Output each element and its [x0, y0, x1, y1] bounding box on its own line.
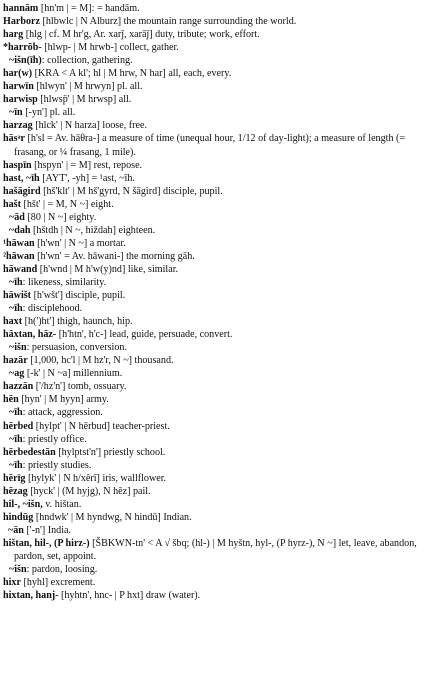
- definition: [hylpt' | N hērbud] teacher-priest.: [33, 420, 170, 432]
- definition: [80 | N ~] eighty.: [24, 211, 97, 223]
- definition: [h'wn' | N ~] a mortar.: [34, 237, 126, 249]
- entry-list: [3, 2, 431, 602]
- headword: ~išn: [9, 564, 27, 576]
- dictionary-entry: [3, 198, 431, 211]
- headword: harwīn: [3, 81, 34, 93]
- dictionary-entry: [3, 511, 431, 524]
- headword: haspīn: [3, 159, 32, 171]
- definition: [hyhtn', hnc- | P hxt] draw (water).: [58, 590, 201, 602]
- definition: [h'wnd | M h'w(y)nd] like, similar.: [37, 263, 179, 275]
- definition: [KRA < A kl'; hl | M hrw, N har] all, each, every.: [32, 68, 232, 80]
- definition: v. hištan.: [42, 498, 82, 510]
- headword: hannām: [3, 3, 39, 14]
- dictionary-entry: [3, 250, 431, 263]
- dictionary-entry: [3, 237, 431, 250]
- headword: hāxtan, hāz-: [3, 329, 57, 341]
- dictionary-entry: [3, 67, 431, 80]
- dictionary-entry: [3, 2, 431, 15]
- dictionary-entry: [3, 485, 431, 498]
- dictionary-entry: [3, 263, 431, 276]
- headword: hērbed: [3, 420, 34, 432]
- definition: [-yn'] pl. all.: [22, 107, 76, 119]
- definition: [hlg | cf. M hr'g, Ar. xarǰ, xarāǰ] duty, tribute; work, effort.: [23, 29, 260, 41]
- dictionary-entry: [3, 446, 431, 459]
- dictionary-entry: [3, 472, 431, 485]
- headword: ~ān: [8, 524, 24, 536]
- headword: hāsᵃr: [3, 133, 26, 145]
- definition: [AYT', -yh] = ¹ast, ~īh.: [39, 172, 135, 184]
- dictionary-entry: [3, 41, 431, 54]
- headword: hast, ~īh: [3, 172, 40, 184]
- headword: hištan, hil-, (P hirz-): [3, 537, 90, 549]
- dictionary-entry: [3, 132, 431, 158]
- definition: [h'wn' = Av. hāwani-] the morning gāh.: [34, 250, 195, 262]
- sub-entry: [3, 224, 431, 237]
- definition: [1,000, hc'l | M hz'r, N ~] thousand.: [27, 355, 174, 367]
- dictionary-entry: [3, 289, 431, 302]
- dictionary-entry: [3, 380, 431, 393]
- dictionary-entry: [3, 393, 431, 406]
- headword: ~dah: [9, 224, 31, 236]
- headword: hixtan, hanj-: [3, 590, 59, 602]
- dictionary-entry: [3, 328, 431, 341]
- headword: ~īh: [9, 433, 23, 445]
- definition: [hlwsp̄' | M hrwsp] all.: [37, 94, 132, 106]
- dictionary-entry: [3, 315, 431, 328]
- headword: hixr: [3, 577, 21, 589]
- headword: ~išn: [9, 342, 27, 354]
- definition: [h'wšt'] disciple, pupil.: [31, 290, 126, 302]
- headword: ~išn(īh): [9, 55, 42, 67]
- definition: [hlwp- | M hrwb-] collect, gather.: [41, 42, 179, 54]
- headword: ²hāwan: [3, 250, 35, 262]
- headword: ~īh: [9, 276, 23, 288]
- headword: haxt: [3, 316, 23, 328]
- definition: [hn'm | = M]: = handām.: [38, 3, 140, 14]
- definition: ['-n'] India.: [23, 524, 71, 536]
- definition: : attack, aggression.: [22, 407, 103, 419]
- definition: [hlbwlc | N Alburz] the mountain range surrounding the world.: [40, 16, 297, 28]
- headword: ~īh: [9, 407, 23, 419]
- dictionary-entry: [3, 93, 431, 106]
- sub-entry: [3, 106, 431, 119]
- headword: harwisp: [3, 94, 38, 106]
- definition: [hlck' | N harza] loose, free.: [32, 120, 147, 132]
- sub-entry: [3, 54, 431, 67]
- headword: hāwišt: [3, 290, 32, 302]
- headword: ¹hāwan: [3, 237, 35, 249]
- definition: : pardon, loosing.: [26, 564, 98, 576]
- sub-entry: [3, 459, 431, 472]
- dictionary-entry: [3, 80, 431, 93]
- headword: hazzān: [3, 381, 34, 393]
- headword: hašāgird: [3, 185, 41, 197]
- definition: : disciplehood.: [22, 303, 83, 315]
- headword: hindūg: [3, 511, 34, 523]
- definition: [hyck' | (M hyjg), N hēz] pail.: [27, 485, 151, 497]
- headword: hāwand: [3, 263, 38, 275]
- definition: [hš'klt' | M hš'gyrd, N šāgird] disciple, pupil.: [40, 185, 223, 197]
- definition: [h(')ht'] thigh, haunch, hip.: [22, 316, 133, 328]
- headword: hēn: [3, 394, 19, 406]
- headword: hēzag: [3, 485, 28, 497]
- dictionary-entry: [3, 498, 431, 511]
- headword: *harrōb-: [3, 42, 42, 54]
- definition: : persuasion, conversion.: [26, 342, 127, 354]
- definition: [hšt' | = M, N ~] eight.: [20, 198, 114, 210]
- definition: : priestly office.: [22, 433, 87, 445]
- sub-entry: [3, 524, 431, 537]
- dictionary-entry: [3, 159, 431, 172]
- headword: har(w): [3, 68, 33, 80]
- headword: hērīg: [3, 472, 26, 484]
- definition: [-k' | N ~a] millennium.: [24, 368, 123, 380]
- headword: ~ād: [9, 211, 25, 223]
- dictionary-entry: [3, 354, 431, 367]
- dictionary-entry: [3, 185, 431, 198]
- headword: hērbedestān: [3, 446, 56, 458]
- sub-entry: [3, 211, 431, 224]
- sub-entry: [3, 563, 431, 576]
- dictionary-entry: [3, 420, 431, 433]
- definition: [hlwyn' | M hrwyn] pl. all.: [33, 81, 143, 93]
- sub-entry: [3, 433, 431, 446]
- definition: [hylyk' | N h/xērī] iris, wallflower.: [25, 472, 167, 484]
- headword: ~īh: [9, 303, 23, 315]
- headword: harg: [3, 29, 24, 41]
- headword: harzag: [3, 120, 33, 132]
- definition: [hyn' | M hyyn] army.: [18, 394, 109, 406]
- definition: : likeness, similarity.: [22, 276, 107, 288]
- dictionary-entry: [3, 172, 431, 185]
- dictionary-entry: [3, 576, 431, 589]
- definition: [hštdh | N ~, hiždah] eighteen.: [30, 224, 156, 236]
- dictionary-entry: [3, 28, 431, 41]
- dictionary-entry: [3, 15, 431, 28]
- definition: [hylptst'n'] priestly school.: [55, 446, 166, 458]
- definition: : collection, gathering.: [41, 55, 133, 67]
- sub-entry: [3, 276, 431, 289]
- definition: [ŠBKWN-tn' < A √ šbq; (hl-) | M hyštn, hyl-, (P hyrz-), N ~] let, leave, abandon, pardon, set, appoint.: [14, 537, 417, 562]
- definition: [hspyn' | = M] rest, repose.: [31, 159, 143, 171]
- definition: : priestly studies.: [22, 459, 92, 471]
- definition: [h'sl = Av. hāθra-] a measure of time (unequal hour, 1/12 of day-light); a measure of length (= frasang, or ¼ frasang, 1 mile).: [14, 133, 406, 158]
- definition: ['/hz'n'] tomb, ossuary.: [33, 381, 127, 393]
- headword: hašt: [3, 198, 21, 210]
- headword: Harborz: [3, 16, 40, 28]
- definition: [h'htn', h'c-] lead, guide, persuade, convert.: [56, 329, 233, 341]
- definition: [hndwk' | M hyndwg, N hindū] Indian.: [33, 511, 192, 523]
- definition: [hyhl] excrement.: [20, 577, 96, 589]
- sub-entry: [3, 341, 431, 354]
- sub-entry: [3, 367, 431, 380]
- dictionary-entry: [3, 537, 431, 563]
- headword: hil-, ~išn,: [3, 498, 43, 510]
- headword: hazār: [3, 355, 28, 367]
- dictionary-entry: [3, 119, 431, 132]
- dictionary-entry: [3, 589, 431, 602]
- headword: ~īn: [9, 107, 23, 119]
- headword: ~ag: [9, 368, 25, 380]
- sub-entry: [3, 302, 431, 315]
- sub-entry: [3, 406, 431, 419]
- headword: ~īh: [9, 459, 23, 471]
